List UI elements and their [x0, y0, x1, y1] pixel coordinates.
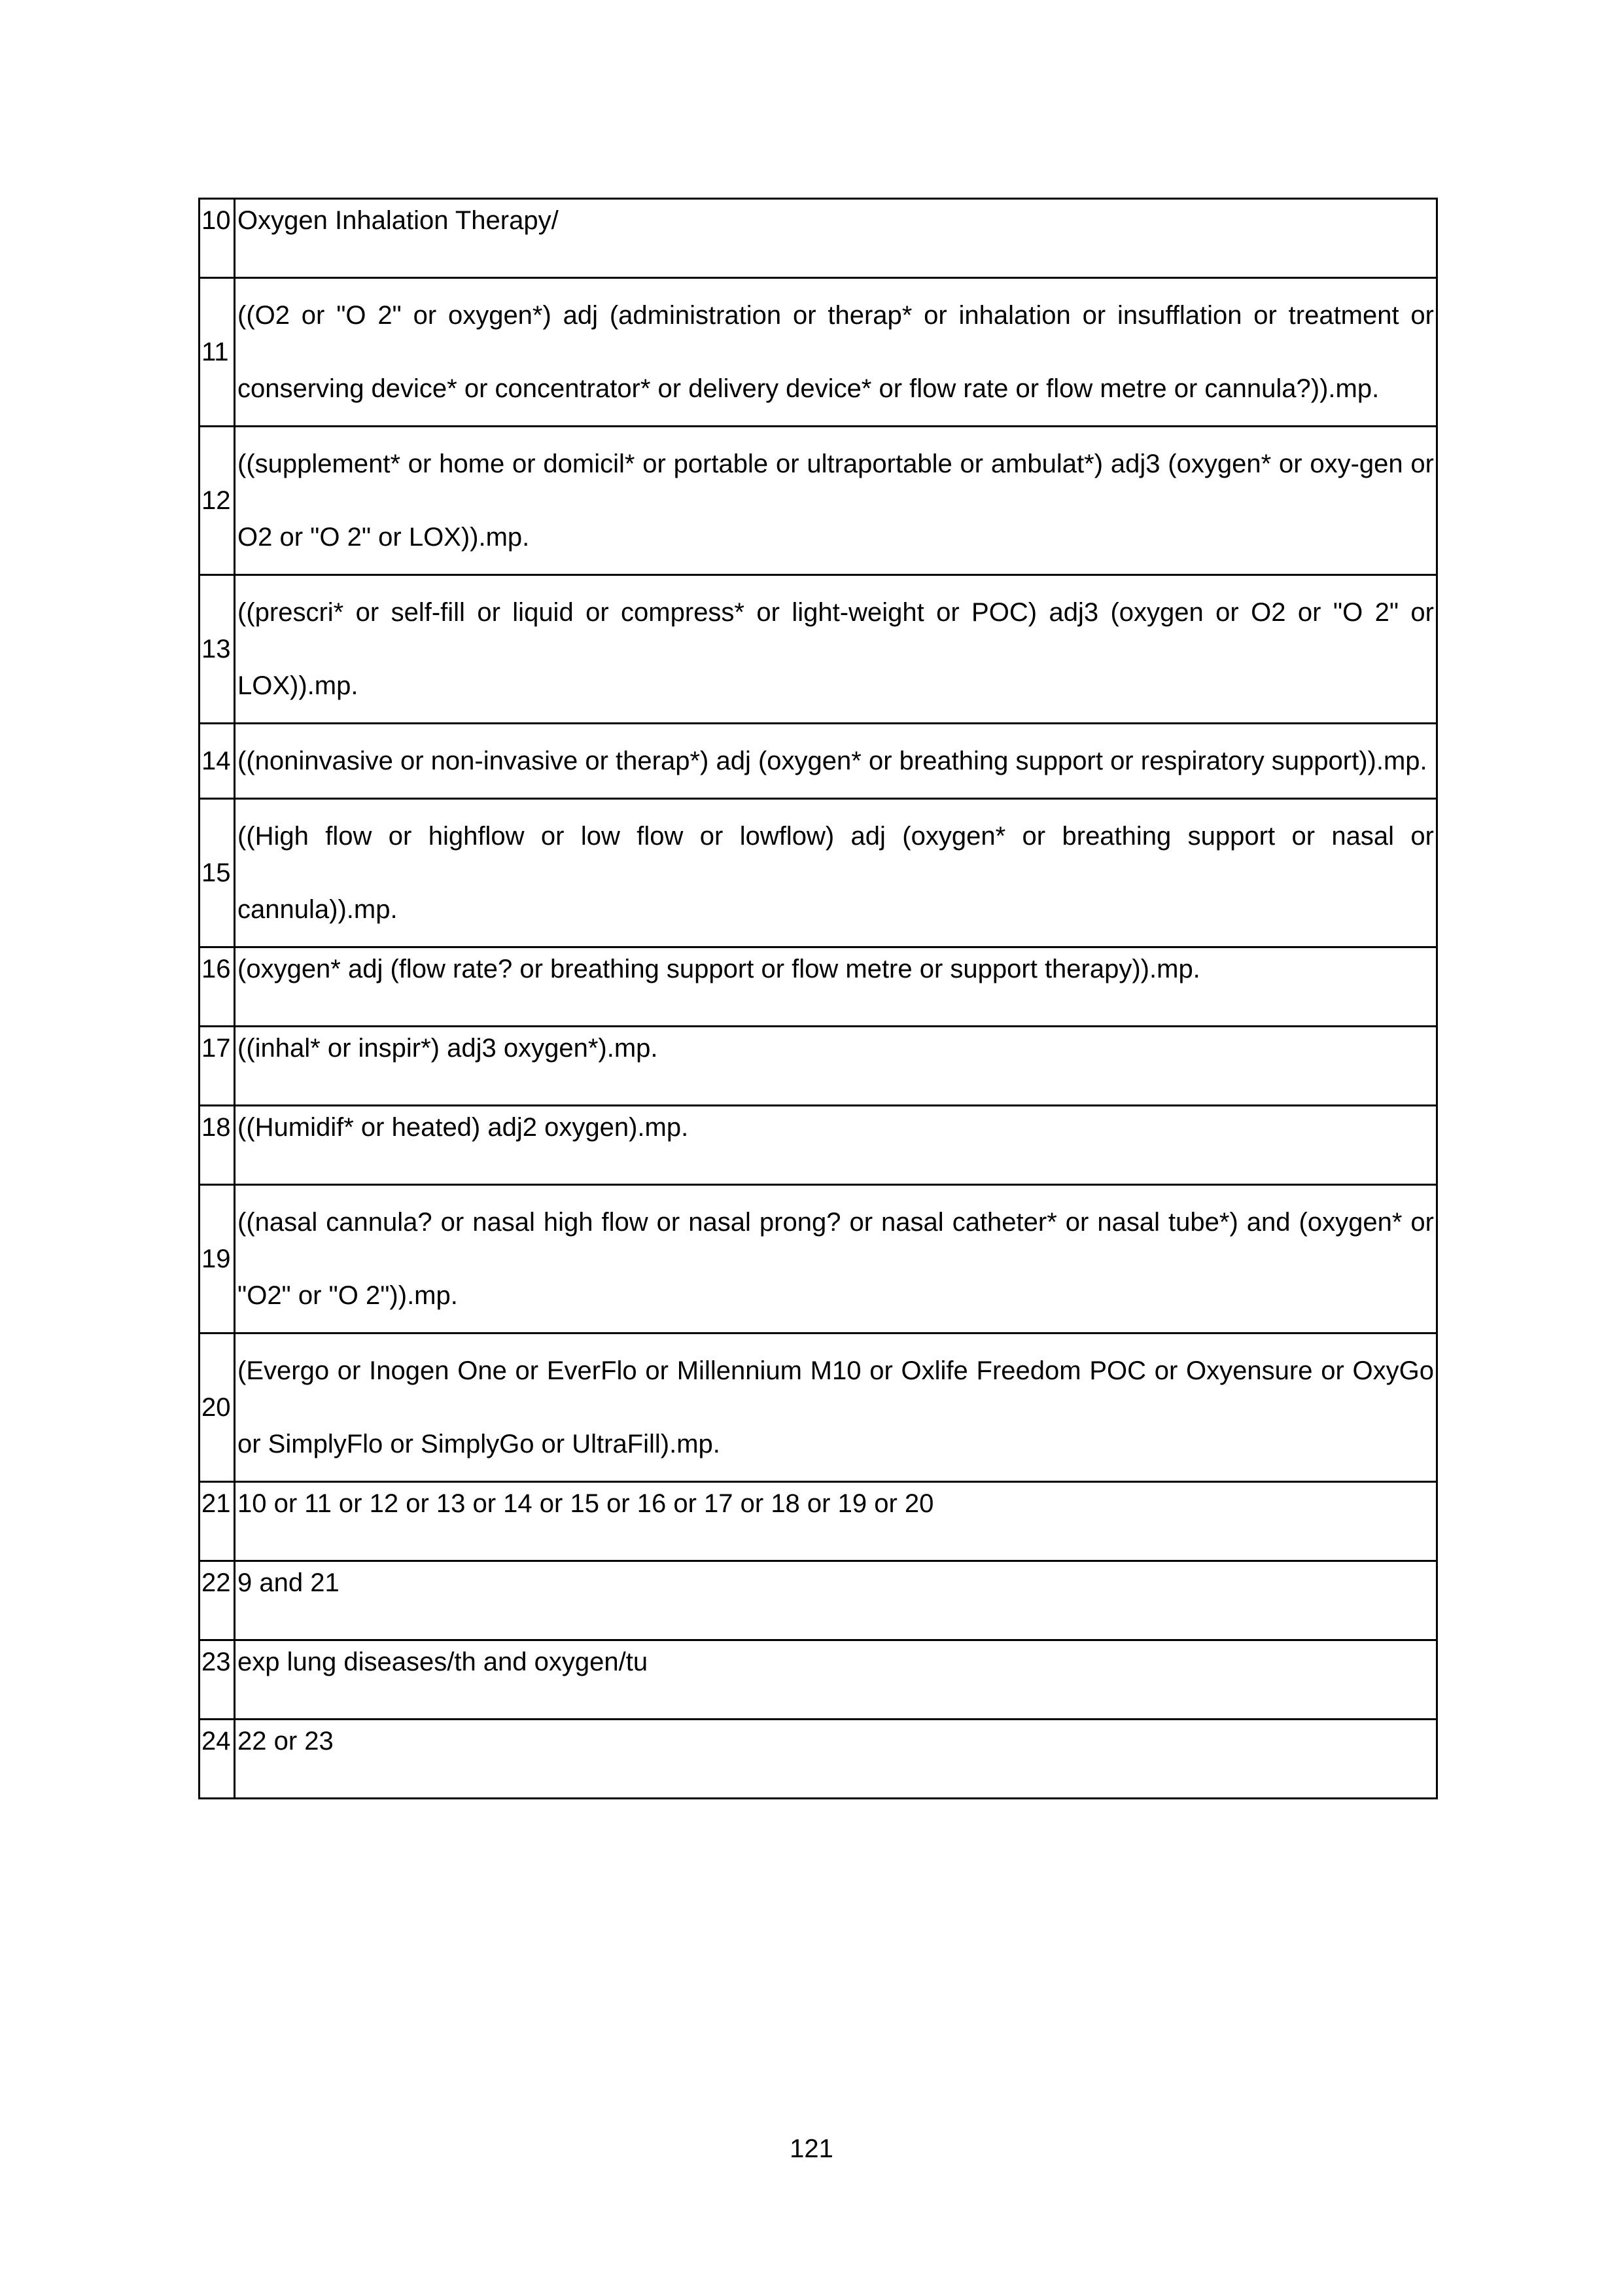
line-number: 16: [200, 947, 235, 1027]
search-query: ((O2 or "O 2" or oxygen*) adj (administration or therap* or inhalation or insufflation or treatment or conserving device* or concentrator* or delivery device* or flow rate or flow metre or cannula?)).mp.: [235, 278, 1437, 427]
table-row: [200, 947, 1437, 1027]
search-query: ((inhal* or inspir*) adj3 oxygen*).mp.: [235, 1027, 1437, 1106]
search-query: (Evergo or Inogen One or EverFlo or Millennium M10 or Oxlife Freedom POC or Oxyensure or OxyGo or SimplyFlo or SimplyGo or UltraFill).mp.: [235, 1333, 1437, 1482]
search-query: 9 and 21: [235, 1561, 1437, 1640]
table-row: [200, 199, 1437, 278]
table-row: [200, 1333, 1437, 1482]
search-query: 22 or 23: [235, 1720, 1437, 1799]
table-row: [200, 1720, 1437, 1799]
table-row: [200, 427, 1437, 575]
table-row: [200, 724, 1437, 799]
search-query: Oxygen Inhalation Therapy/: [235, 199, 1437, 278]
table-row: [200, 1482, 1437, 1561]
line-number: 21: [200, 1482, 235, 1561]
search-query: ((High flow or highflow or low flow or lowflow) adj (oxygen* or breathing support or nasal or cannula)).mp.: [235, 799, 1437, 947]
line-number: 12: [200, 427, 235, 575]
search-query: ((supplement* or home or domicil* or portable or ultraportable or ambulat*) adj3 (oxygen* or oxy-gen or O2 or "O 2" or LOX)).mp.: [235, 427, 1437, 575]
search-query: ((prescri* or self-fill or liquid or compress* or light-weight or POC) adj3 (oxygen or O2 or "O 2" or LOX)).mp.: [235, 575, 1437, 724]
line-number: 22: [200, 1561, 235, 1640]
line-number: 13: [200, 575, 235, 724]
line-number: 18: [200, 1106, 235, 1185]
table-row: [200, 575, 1437, 724]
search-query: ((Humidif* or heated) adj2 oxygen).mp.: [235, 1106, 1437, 1185]
line-number: 15: [200, 799, 235, 947]
line-number: 20: [200, 1333, 235, 1482]
line-number: 14: [200, 724, 235, 799]
search-query: exp lung diseases/th and oxygen/tu: [235, 1640, 1437, 1720]
search-query: 10 or 11 or 12 or 13 or 14 or 15 or 16 or 17 or 18 or 19 or 20: [235, 1482, 1437, 1561]
line-number: 24: [200, 1720, 235, 1799]
line-number: 23: [200, 1640, 235, 1720]
table-row: [200, 1185, 1437, 1333]
search-strategy-table: [198, 198, 1438, 1799]
line-number: 19: [200, 1185, 235, 1333]
search-query: ((nasal cannula? or nasal high flow or nasal prong? or nasal catheter* or nasal tube*) and (oxygen* or "O2" or "O 2")).mp.: [235, 1185, 1437, 1333]
line-number: 17: [200, 1027, 235, 1106]
table-row: [200, 1106, 1437, 1185]
line-number: 10: [200, 199, 235, 278]
page-number: 121: [790, 2134, 833, 2163]
table-row: [200, 799, 1437, 947]
table-row: [200, 278, 1437, 427]
line-number: 11: [200, 278, 235, 427]
search-query: (oxygen* adj (flow rate? or breathing support or flow metre or support therapy)).mp.: [235, 947, 1437, 1027]
table-row: [200, 1640, 1437, 1720]
table-row: [200, 1027, 1437, 1106]
search-query: ((noninvasive or non-invasive or therap*) adj (oxygen* or breathing support or respiratory support)).mp.: [235, 724, 1437, 799]
table-row: [200, 1561, 1437, 1640]
